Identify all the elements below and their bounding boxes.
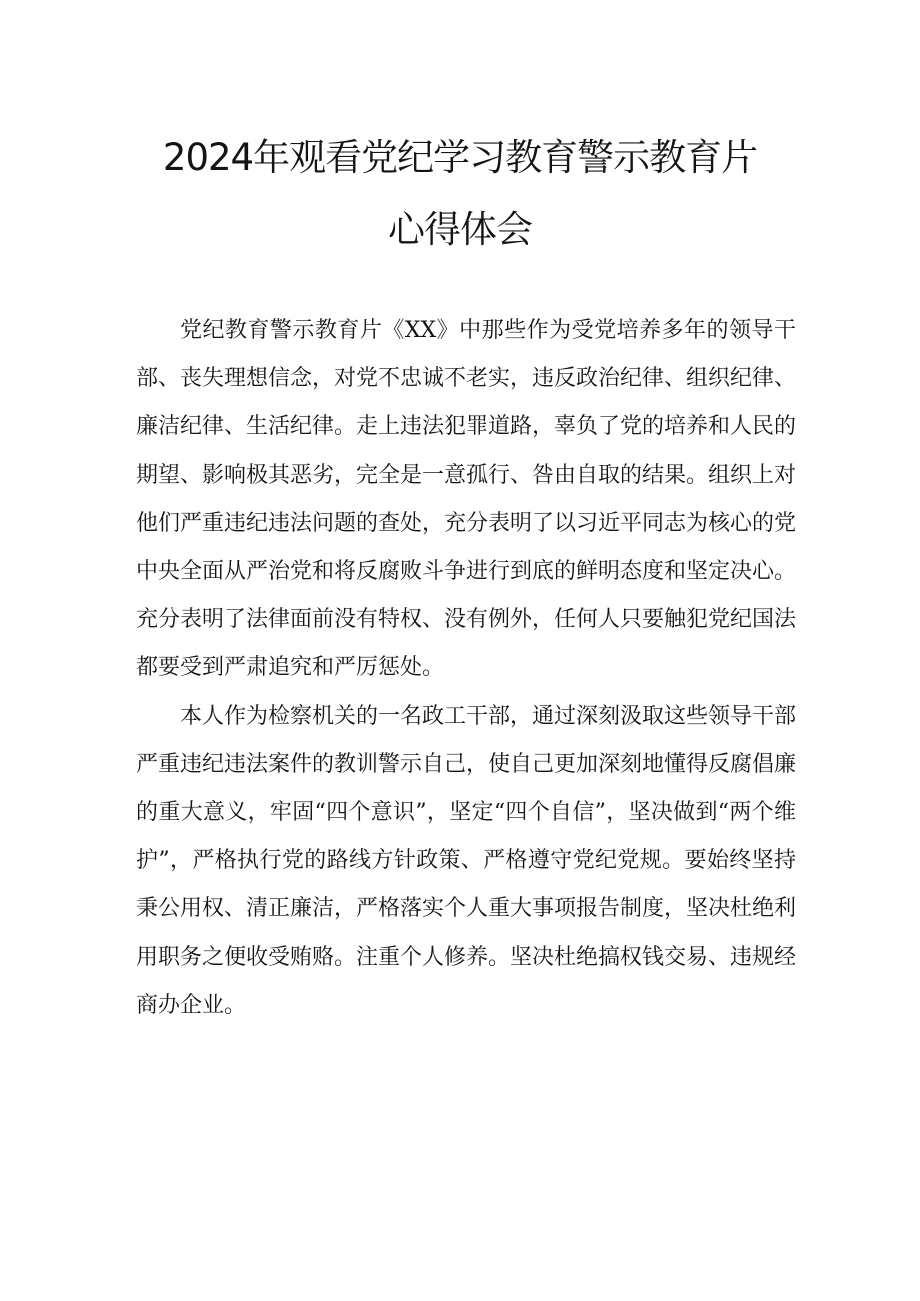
title-line-1: 2024年观看党纪学习教育警示教育片 <box>162 136 758 179</box>
title-line-2: 心得体会 <box>388 208 532 251</box>
document-title <box>0 122 920 266</box>
paragraph-2: 本人作为检察机关的一名政工干部，通过深刻汲取这些领导干部严重违纪违法案件的教训警示自己，使自己更加深刻地懂得反腐倡廉的重大意义，牢固“四个意识”，坚定“四个自信”，坚决做到“两个维护”，严格执行党的路线方针政策、严格遵守党纪党规。要始终坚持秉公用权、清正廉洁，严格落实个人重大事项报告制度，坚决杜绝利用职务之便收受贿赂。注重个人修养。坚决杜绝搞权钱交易、违规经商办企业。 <box>136 703 797 1018</box>
paragraph-1: 党纪教育警示教育片《XX》中那些作为受党培养多年的领导干部、丧失理想信念，对党不忠诚不老实，违反政治纪律、组织纪律、廉洁纪律、生活纪律。走上违法犯罪道路，辜负了党的培养和人民的期望、影响极其恶劣，完全是一意孤行、咎由自取的结果。组织上对他们严重违纪违法问题的查处，充分表明了以习近平同志为核心的党中央全面从严治党和将反腐败斗争进行到底的鲜明态度和坚定决心。充分表明了法律面前没有特权、没有例外，任何人只要触犯党纪国法都要受到严肃追究和严厉惩处。 <box>136 318 797 681</box>
document-body <box>136 307 796 1030</box>
